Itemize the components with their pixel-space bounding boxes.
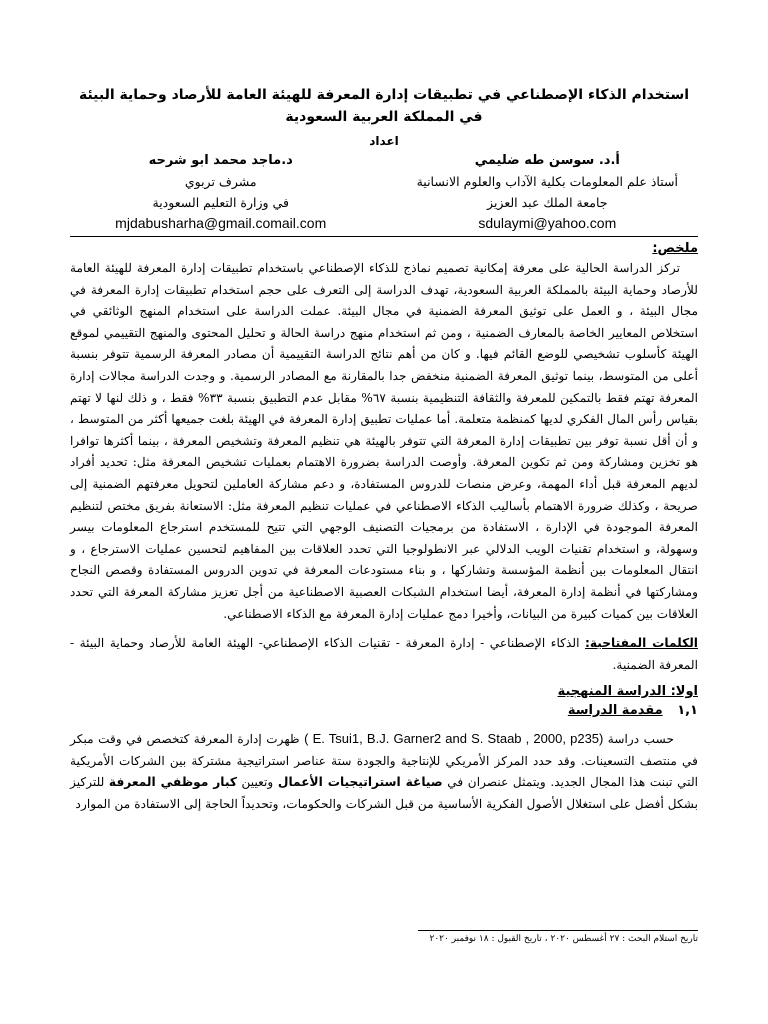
author-1-name: أ.د. سوسن طه ضليمي xyxy=(474,153,620,168)
section-heading-introduction xyxy=(70,703,698,718)
section-label: مقدمة الدراسة xyxy=(567,703,663,719)
keywords-label: الكلمات المفتاحية: xyxy=(585,636,698,651)
header-divider xyxy=(70,236,698,237)
intro-paragraph xyxy=(70,728,698,815)
footnote-dates: تاريخ استلام البحث : ٢٧ أغسطس ٢٠٢٠ ، تاريخ القبول : ١٨ نوفمبر ٢٠٢٠ xyxy=(429,934,698,944)
author-2-email: mjdabusharha@gmail.comail.com xyxy=(115,215,327,231)
author-1-affiliation: أستاذ علم المعلومات بكلية الآداب والعلوم الانسانية xyxy=(416,174,678,189)
author-2-name: د.ماجد محمد ابو شرحه xyxy=(148,153,293,168)
paper-page xyxy=(70,84,698,1024)
section-heading-methodology: اولا: الدراسة المنهجية xyxy=(557,684,698,700)
intro-text-end: للتركيز بشكل أفضل على استغلال الأصول الفكرية الأساسية من قبل الشركات والحكومات، وتحديداً الحاجة إلى الاستفادة من الموارد xyxy=(70,775,698,812)
intro-citation: ( E. Tsui1, B.J. Garner2 and S. Staab , 2000, p235) xyxy=(304,731,604,747)
prepared-by-label: اعداد xyxy=(369,134,399,148)
keywords-paragraph xyxy=(70,633,698,676)
abstract-text: تركز الدراسة الحالية على معرفة إمكانية تصميم نماذج للذكاء الإصطناعي باستخدام تطبيقات إدارة المعرفة للهيئة العامة للأرصاد وحماية البيئة بالمملكة العربية السعودية، تهدف الدراسة إلى التعرف على حجم استخدام تطبيقات إدارة المعرفة في مجال البيئة ، و العمل على توثيق المعرفة الضمنية في مجال البيئة. عملت الدراسة على استخدام المنهج الوثائقي في استخلاص المعايير الخاصة بالمعارف الضمنية ، ومن ثم استخدام منهج دراسة الحالة و تحليل المحتوى والمنهج التقييمي لموقع الهيئة كأسلوب تشخيصي للوضع القائم فيها. و كان من أهم نتائج الدراسة التقييمية أن مصادر المعرفة الرسمية تتوفر بنسبة أعلى من المتوسط، بينما توثيق المعرفة الضمنية منخفض جدا بالمقارنة مع المصادر الرسمية. و وجدت الدراسة مجالات إدارة المعرفة تهتم فقط بالتمكين للمعرفة والثقافة التنظيمية بنسبة ٦٧% مقابل عدم التطبيق بنسبة ٣٣% فقط ، و ذلك لنها لا تهتم بقياس رأس المال الفكري لديها كمنظمة متعلمة. أما عمليات تطبيق إدارة المعرفة في الهيئة بلغت جميعها أكثر من المتوسط ، و أن أقل نسبة توفر بين تطبيقات إدارة المعرفة التي تتوفر بالهيئة هي تنظيم المعرفة وتشخيص المعرفة ، بينما أكثرها توافرا هو تخزين ومشاركة ومن ثم تكوين المعرفة. وأوصت الدراسة بضرورة الاهتمام بعمليات تشخيص المعرفة مثل: تحديد أفراد لديهم المعرفة قبل أداء المهمة، وعرض منصات للدروس المستفادة، و دعم مشاركة العاملين لتحويل معرفتهم الضمنية إلى صريحة ، وكذلك ضرورة الاهتمام بأساليب الذكاء الاصطناعي في عمليات تنظيم المعرفة مثل: الاستعانة بفريق مختص لتنظيم المعرفة الموجودة في الإدارة ، الاستفادة من برمجيات التصنيف الوجهي التي تتيح للمستخدم استرجاع المعلومات بيسر وسهولة، و استخدام تقنيات الويب الدلالي عبر الانطولوجيا التي تحدد العلاقات بين المفاهيم لتحسين عمليات الاسترجاع ، و انتقال المعلومات بين أنظمة المؤسسة وتشاركها ، و بناء مستودعات المعرفة في تدوين الدروس المستفادة وقصص النجاح ومشاركتها في أنظمة إدارة المعرفة، أيضا استخدام الشبكات العصبية الاصطناعية من أجل تعزيز مشاركة المعرفة التي تحدد العلاقات بين كميات كبيرة من البيانات، وأخيرا دمج عمليات إدارة المعرفة مع الذكاء الاصطناعي. xyxy=(70,261,698,621)
footnote-divider xyxy=(418,930,698,931)
intro-text-mid2: وتعيين xyxy=(241,775,274,790)
author-1-email: sdulaymi@yahoo.com xyxy=(478,215,617,231)
abstract-heading: ملخص: xyxy=(652,241,698,256)
author-2 xyxy=(70,150,371,234)
author-1 xyxy=(397,150,698,234)
author-2-affiliation: مشرف تربوي xyxy=(184,174,257,189)
intro-text-start: حسب دراسة xyxy=(607,732,675,747)
intro-text-mid: ظهرت إدارة المعرفة كتخصص في وقت مبكر في منتصف التسعينات. وقد حدد المركز الأمريكي للإنتاجية والجودة ستة عناصر استراتيجية مشتركة بين الشركات الأمريكية التي تبنت هذا المجال الجديد. ويتمثل عنصران في xyxy=(70,732,699,790)
section-number: ١,١ xyxy=(677,703,698,719)
intro-bold-strategies: صياغة استراتيجيات الأعمال xyxy=(277,775,443,790)
paper-title: استخدام الذكاء الإصطناعي في تطبيقات إدارة المعرفة للهيئة العامة للأرصاد وحماية البيئة في المملكة العربية السعودية xyxy=(78,87,690,125)
keywords-text: الذكاء الإصطناعي - إدارة المعرفة - تقنيات الذكاء الإصطناعي- الهيئة العامة للأرصاد وحماية البيئة - المعرفة الضمنية. xyxy=(70,636,698,672)
authors-block xyxy=(70,150,698,234)
intro-bold-officers: كبار موظفي المعرفة xyxy=(108,775,237,790)
author-2-institution: في وزارة التعليم السعودية xyxy=(152,195,289,210)
author-1-institution: جامعة الملك عبد العزيز xyxy=(487,195,608,210)
